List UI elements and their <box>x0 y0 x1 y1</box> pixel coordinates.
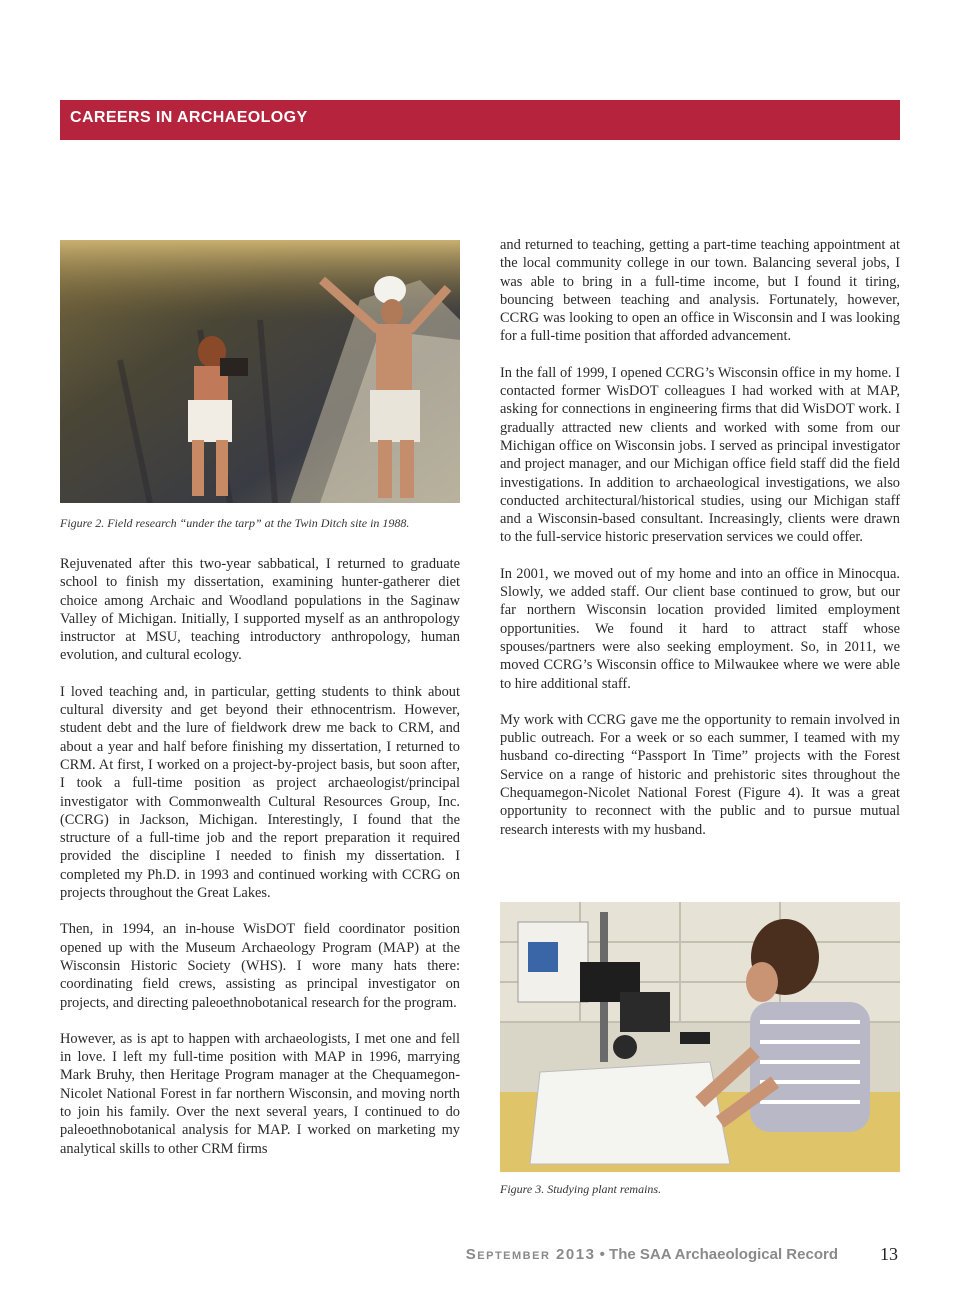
paragraph: However, as is apt to happen with archaeologists, I met one and fell in love. I left my full-time position with MAP in 1996, marrying Mark Bruhy, then Heritage Program manager at the Chequamegon-Nicolet National Forest in far northern Wisconsin, and moving north to join his family. Over the next several years, I continued to do paleoethnobotanical analysis for MAP. I worked on marketing my analytical skills to other CRM firms <box>60 1030 460 1157</box>
paragraph: In the fall of 1999, I opened CCRG’s Wisconsin office in my home. I contacted former WisDOT colleagues I had worked with at MAP, asking for connections in engineering firms that did WisDOT work. I gradually attracted new clients and worked with some from our Michigan office on Wisconsin jobs. I served as principal investigator and project manager, and our Michigan office field staff did the field investigations. In addition to archaeological investigations, we also conducted architectural/historical studies, using our Michigan staff and a Wisconsin-based consultant. Increasingly, clients were drawn to the full-service historic preservation services we could offer. <box>500 364 900 546</box>
page-footer <box>465 1244 900 1268</box>
footer-issue-date: September 2013 <box>465 1246 596 1263</box>
right-column <box>500 236 900 857</box>
paragraph: Rejuvenated after this two-year sabbatical, I returned to graduate school to finish my dissertation, examining hunter-gatherer diet choice among Archaic and Woodland populations in the Saginaw Valley of Michigan. Initially, I supported myself as an anthropology instructor at MSU, teaching introductory anthropology, human evolution, and cultural ecology. <box>60 556 460 664</box>
footer-separator: • <box>599 1246 605 1263</box>
paragraph: Then, in 1994, an in-house WisDOT field coordinator position opened up with the Museum Archaeology Program (MAP) at the Wisconsin Historic Society (WHS). I wore many hats there: coordinating field crews, assisting as principal investigator on projects, and directing paleoethnobotanical research for the program. <box>60 921 460 1011</box>
paragraph: I loved teaching and, in particular, getting students to think about cultural diversity and get beyond their ethnocentrism. However, student debt and the lure of fieldwork drew me back to CRM, and about a year and half before finishing my dissertation, I returned to CRM. At first, I worked on a project-by-project basis, but soon after, I took a full-time position as project archaeologist/principal investigator with Commonwealth Cultural Resources Group, Inc. (CCRG) in Jackson, Michigan. Interestingly, I found that the structure of a full-time job and the report preparation it required provided the discipline I needed to finish my dissertation. I completed my Ph.D. in 1993 and continued working with CCRG on projects throughout the Great Lakes. <box>60 683 460 902</box>
footer-journal-name: The SAA Archaeological Record <box>609 1246 838 1263</box>
footer-running-title <box>466 1246 838 1263</box>
figure-3-photo <box>500 902 900 1172</box>
page-number: 13 <box>880 1244 898 1264</box>
paragraph: My work with CCRG gave me the opportunity to remain involved in public outreach. For a week or so each summer, I teamed with my husband co-directing “Passport In Time” projects with the Forest Service on a range of historic and prehistoric sites throughout the Chequamegon-Nicolet National Forest (Figure 4). It was a great opportunity to reconnect with the public and to pursue mutual research interests with my husband. <box>500 711 900 838</box>
section-label: CAREERS IN ARCHAEOLOGY <box>70 109 308 126</box>
section-banner <box>60 100 900 140</box>
left-column <box>60 555 460 1176</box>
figure-2-caption: Figure 2. Field research “under the tarp” at the Twin Ditch site in 1988. <box>60 516 410 530</box>
paragraph: and returned to teaching, getting a part-time teaching appointment at the local community college in our town. Balancing several jobs, I was able to bring in a full-time income, but I found it tiring, bouncing between teaching and analysis. Fortunately, however, CCRG was looking to open an office in Wisconsin and I was looking for a full-time position that afforded advancement. <box>500 237 900 345</box>
figure-3-caption: Figure 3. Studying plant remains. <box>500 1182 662 1196</box>
figure-2-illustration <box>60 240 460 503</box>
figure-3-illustration <box>500 902 900 1172</box>
figure-2-photo <box>60 240 460 503</box>
paragraph: In 2001, we moved out of my home and into an office in Minocqua. Slowly, we added staff. Our client base continued to grow, but our far northern Wisconsin location provided limited employment opportunities. We found it hard to attract staff whose spouses/partners were also seeking employment. So, in 2011, we moved CCRG’s Wisconsin office to Milwaukee where we were able to hire additional staff. <box>500 565 900 692</box>
